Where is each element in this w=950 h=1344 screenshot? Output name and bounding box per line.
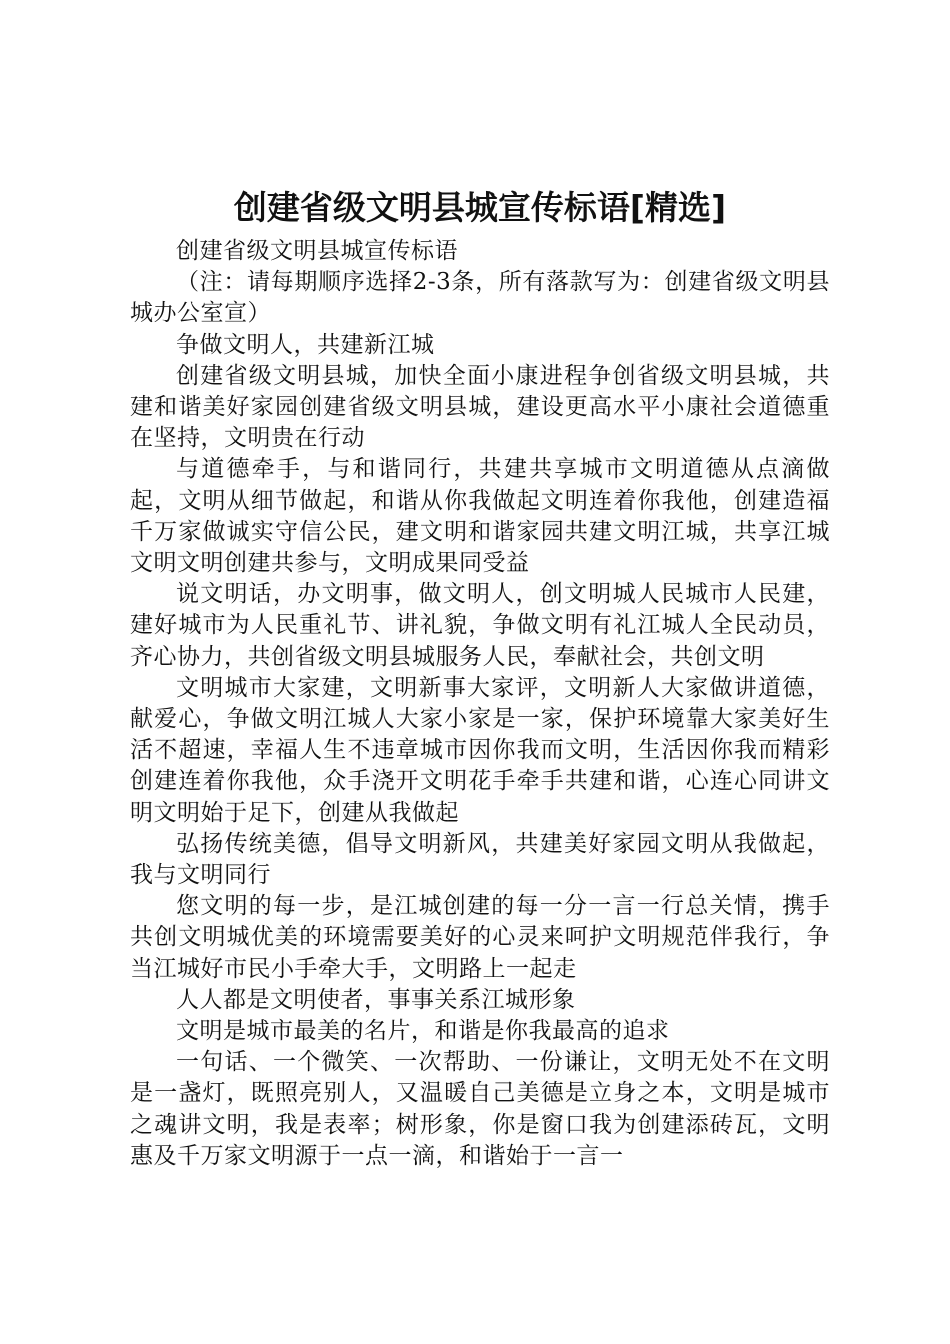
paragraph: 创建省级文明县城，加快全面小康进程争创省级文明县城，共建和谐美好家园创建省级文明县城，建设更高水平小康社会道德重在坚持，文明贵在行动 (130, 362, 830, 452)
paragraph: 争做文明人，共建新江城 (176, 331, 435, 358)
paragraph: 文明是城市最美的名片，和谐是你我最高的追求 (176, 1018, 670, 1045)
paragraph: 创建省级文明县城宣传标语 (176, 238, 458, 264)
paragraph: （注：请每期顺序选择2-3条，所有落款写为：创建省级文明县城办公室宣） (130, 269, 830, 327)
document-body (130, 236, 830, 1172)
document-page (130, 182, 830, 1172)
paragraph: 一句话、一个微笑、一次帮助、一份谦让，文明无处不在文明是一盏灯，既照亮别人，又温暖自己美德是立身之本，文明是城市之魂讲文明，我是表率；树形象，你是窗口我为创建添砖瓦，文明惠及千万家文明源于一点一滴，和谐始于一言一 (130, 1049, 830, 1169)
paragraph: 文明城市大家建，文明新事大家评，文明新人大家做讲道德，献爱心，争做文明江城人大家小家是一家，保护环境靠大家美好生活不超速，幸福人生不违章城市因你我而文明，生活因你我而精彩创建连着你我他，众手浇开文明花手牵手共建和谐，心连心同讲文明文明始于足下，创建从我做起 (130, 674, 830, 826)
paragraph: 弘扬传统美德，倡导文明新风，共建美好家园文明从我做起，我与文明同行 (130, 830, 830, 889)
document-title: 创建省级文明县城宣传标语[精选] (233, 188, 727, 227)
paragraph: 与道德牵手，与和谐同行，共建共享城市文明道德从点滴做起，文明从细节做起，和谐从你我做起文明连着你我他，创建造福千万家做诚实守信公民，建文明和谐家园共建文明江城，共享江城文明文明创建共参与，文明成果同受益 (130, 456, 830, 577)
paragraph: 人人都是文明使者，事事关系江城形象 (176, 986, 576, 1013)
paragraph: 说文明话，办文明事，做文明人，创文明城人民城市人民建，建好城市为人民重礼节、讲礼貌，争做文明有礼江城人全民动员，齐心协力，共创省级文明县城服务人民，奉献社会，共创文明 (130, 581, 830, 670)
paragraph: 您文明的每一步，是江城创建的每一分一言一行总关情，携手共创文明城优美的环境需要美好的心灵来呵护文明规范伴我行，争当江城好市民小手牵大手，文明路上一起走 (130, 893, 830, 982)
